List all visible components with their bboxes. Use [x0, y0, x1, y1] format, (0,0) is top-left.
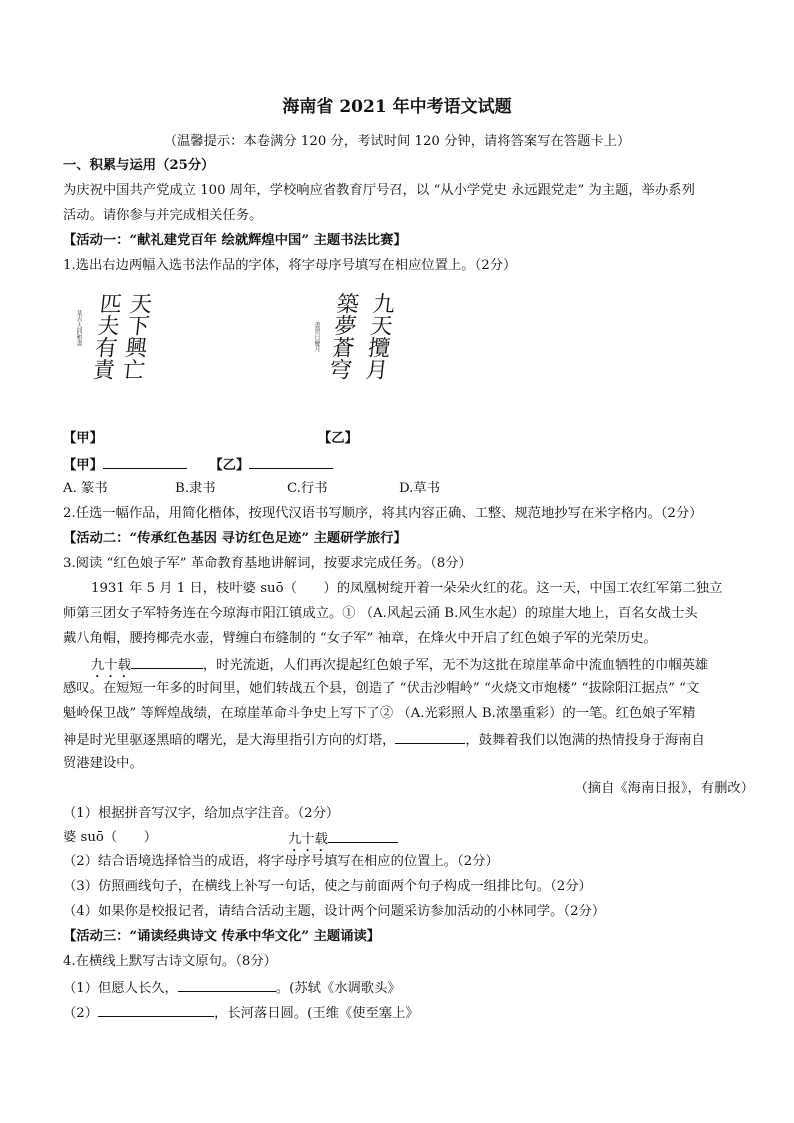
- artwork-column-text: 匹夫有責: [88, 292, 123, 380]
- option-b: B.隶书: [175, 481, 216, 496]
- recite-blank[interactable]: [178, 978, 276, 992]
- answer-blank-yi[interactable]: [249, 455, 333, 469]
- recite-text: （1）但愿人长久，: [63, 981, 178, 996]
- question-2: 2.任选一幅作品，用简化楷体，按现代汉语书写顺序，将其内容正确、工整、规范地抄写在米字格内。（2分）: [63, 506, 703, 521]
- page-title: 海南省 2021 年中考语文试题: [282, 97, 512, 117]
- option-c: C.行书: [287, 481, 328, 496]
- section-heading: 一、积累与运用（25分）: [63, 158, 215, 173]
- passage-text: ，时光流逝，人们再次提起红色娘子军，无不为这批在琼崖革命中流血牺牲的巾帼英雄: [202, 658, 709, 673]
- answer-blank[interactable]: [328, 829, 398, 843]
- artwork-label-yi: 【乙】: [318, 431, 358, 446]
- activity-heading: 【活动一：“献礼建党百年 绘就辉煌中国” 主题书法比赛】: [63, 233, 407, 248]
- sub-question-text: 九十载: [288, 832, 328, 847]
- artwork-signature: [313, 322, 320, 352]
- artwork-column-text: 九天攬月: [361, 292, 396, 380]
- answer-label-jia: 【甲】: [63, 458, 103, 473]
- exam-notice: （温馨提示：本卷满分 120 分，考试时间 120 分钟，请将答案写在答题卡上）: [163, 134, 631, 149]
- artwork-column: [363, 292, 394, 380]
- passage-line: 魁岭保卫战” 等辉煌战绩，在琼崖革命斗争史上写下了② （A.光彩照人 B.浓墨重彩）的一笔。红色娘子军精: [63, 706, 696, 721]
- option-a: A. 篆书: [63, 481, 108, 496]
- sub-question-1-a: 婆 suō（ ）: [63, 830, 158, 845]
- passage-blank[interactable]: [395, 730, 465, 744]
- answer-blank-jia[interactable]: [103, 455, 187, 469]
- question-4: 4.在横线上默写古诗文原句。（8分）: [63, 954, 277, 969]
- artwork-column-text: 天下興亡: [118, 292, 153, 380]
- artwork-column-text: 築夢蒼穹: [325, 292, 360, 380]
- recite-line-2: [63, 1003, 419, 1023]
- passage-line: 贸港建设中。: [63, 756, 143, 771]
- passage-line: 1931 年 5 月 1 日，枝叶婆 suō（ ）的凤凰树绽开着一朵朵火红的花。这一天，中国工农红军第二独立: [91, 581, 723, 596]
- sub-question-1-b: [288, 829, 398, 855]
- option-d: D.草书: [399, 481, 441, 496]
- passage-line: [63, 730, 705, 750]
- recite-text: ，长河落日圆。(王维《使至塞上》: [214, 1006, 419, 1021]
- calligraphy-artwork-yi: [305, 292, 405, 416]
- recite-text: （2）: [63, 1006, 99, 1021]
- passage-text: ，鼓舞着我们以饱满的热情投身于海南自: [465, 733, 705, 748]
- passage-text: 神是时光里驱逐黑暗的曙光，是大海里指引方向的灯塔，: [63, 733, 396, 748]
- passage-blank[interactable]: [131, 655, 203, 669]
- answer-label-yi: 【乙】: [209, 458, 250, 473]
- sub-question-4: （4）如果你是校报记者，请结合活动主题，设计两个问题采访参加活动的小林同学。（2分）: [63, 904, 606, 919]
- recite-line-1: [63, 978, 401, 998]
- source-citation: （摘自《海南日报》，有删改）: [574, 781, 754, 796]
- signature-text: 書習日慶月: [313, 322, 320, 352]
- recite-blank[interactable]: [98, 1003, 214, 1017]
- artwork-label-jia: 【甲】: [63, 431, 103, 446]
- sub-question-3: （3）仿照画线句子，在横线上补写一句话，使之与前面两个句子构成一组排比句。（2分）: [63, 879, 592, 894]
- recite-text: 。(苏轼《水调歌头》: [275, 981, 401, 996]
- passage-line: 师第三团女子军特务连在今琼海市阳江镇成立。① （A.风起云涌 B.风生水起）的琼崖大地上，百名女战士头: [63, 606, 698, 621]
- calligraphy-artwork-jia: [70, 292, 160, 412]
- activity-heading: 【活动三：“诵读经典诗文 传承中华文化” 主题诵读】: [63, 929, 381, 944]
- artwork-column: [327, 292, 358, 380]
- signature-text: 某吉人同和書: [75, 310, 82, 346]
- intro-line: 活动。请你参与并完成相关任务。: [63, 208, 263, 223]
- question-1: 1.选出右边两幅入选书法作品的字体，将字母序号填写在相应位置上。（2分）: [63, 258, 517, 273]
- intro-line: 为庆祝中国共产党成立 100 周年，学校响应省教育厅号召，以 “从小学党史 永远跟党走” 为主题，举办系列: [63, 183, 695, 198]
- activity-heading: 【活动二：“传承红色基因 寻访红色足迹” 主题研学旅行】: [63, 531, 407, 546]
- passage-line: 感叹。在短短一年多的时间里，她们转战五个县，创造了 “伏击沙帽岭” “火烧文市炮楼” “拔除阳江据点” “文: [63, 681, 700, 696]
- passage-text: 九十载: [91, 658, 131, 673]
- passage-line: 戴八角帽，腰挎椰壳水壶，臂缠白布缝制的 “女子军” 袖章，在烽火中开启了红色娘子军的光荣历史。: [63, 631, 657, 646]
- artwork-column: [120, 292, 151, 380]
- sub-question-1: （1）根据拼音写汉字，给加点字注音。（2分）: [63, 806, 340, 821]
- passage-line: [91, 655, 708, 681]
- answer-row: [63, 455, 333, 475]
- question-3: 3.阅读 “红色娘子军” 革命教育基地讲解词，按要求完成任务。（8分）: [63, 556, 472, 571]
- artwork-signature: [75, 310, 82, 346]
- sub-question-2: （2）结合语境选择恰当的成语，将字母序号填写在相应的位置上。（2分）: [63, 854, 499, 869]
